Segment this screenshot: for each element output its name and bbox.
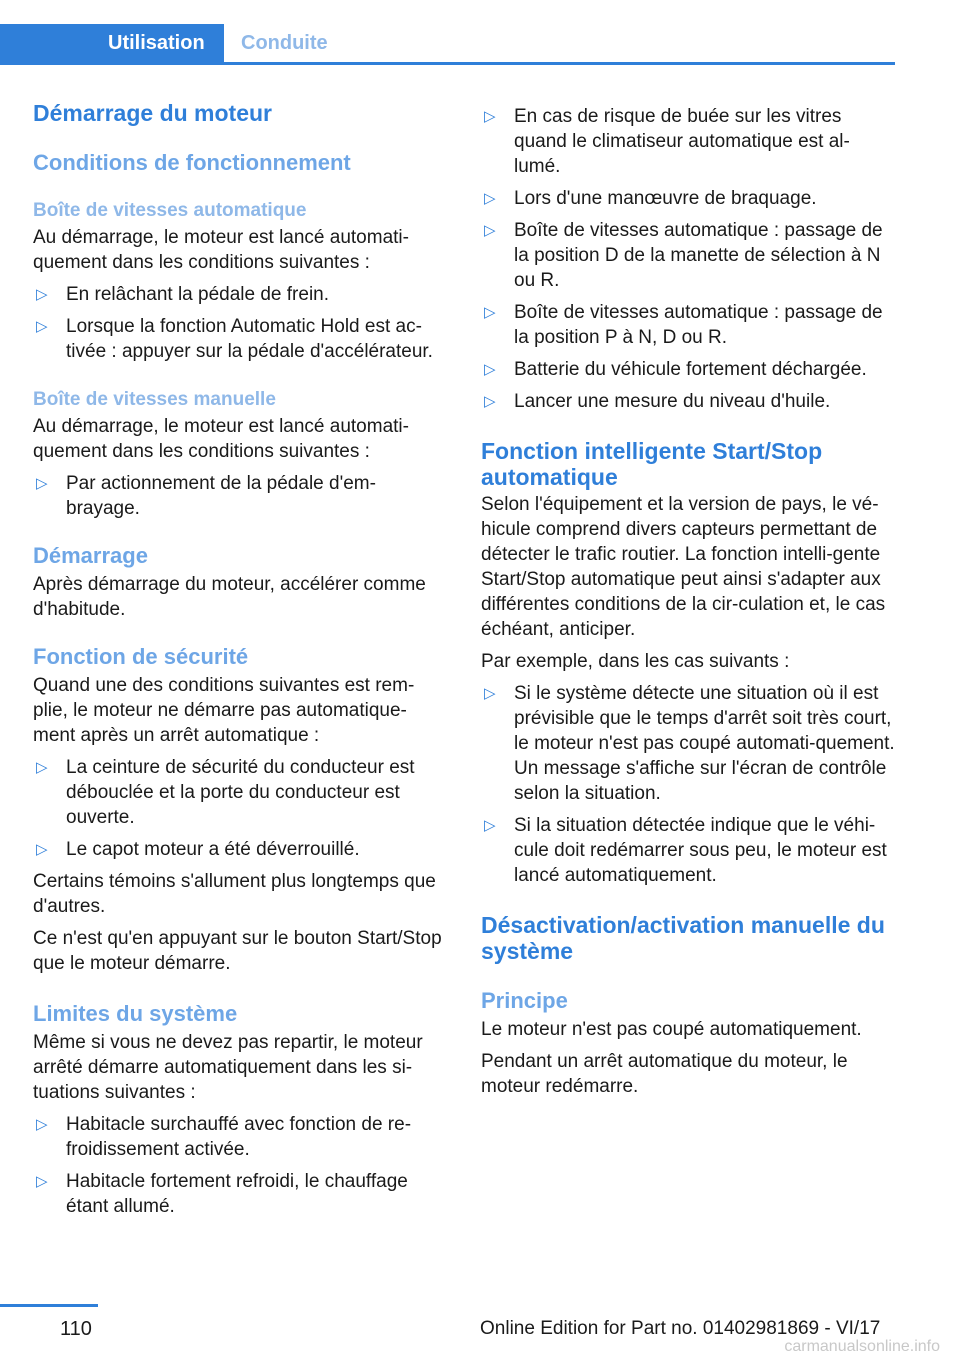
triangle-bullet-icon: ▷: [36, 286, 48, 303]
heading-boite-auto: Boîte de vitesses automatique: [33, 200, 307, 221]
triangle-bullet-icon: ▷: [36, 318, 48, 335]
list-item: ▷ Par actionnement de la pédale d'em-brayage.: [36, 473, 376, 519]
triangle-bullet-icon: ▷: [36, 1116, 48, 1133]
list-item: ▷ La ceinture de sécurité du conducteur est débouclée et la porte du conducteur est ouverte.: [36, 757, 415, 828]
right-column: [481, 100, 896, 1099]
paragraph-limites: Même si vous ne devez pas repartir, le moteur arrêté démarre automatiquement dans les si-tuations suivantes :: [33, 1032, 423, 1103]
triangle-bullet-icon: ▷: [36, 1173, 48, 1190]
triangle-bullet-icon: ▷: [36, 841, 48, 858]
heading-limites: Limites du système: [33, 1001, 238, 1026]
heading-demarrage-moteur: Démarrage du moteur: [33, 100, 273, 126]
paragraph-bouton: Ce n'est qu'en appuyant sur le bouton Start/Stop que le moteur démarre.: [33, 928, 442, 974]
heading-demarrage: Démarrage: [33, 543, 148, 568]
footer-rule: [0, 1304, 98, 1307]
paragraph-temoins: Certains témoins s'allument plus longtemps que d'autres.: [33, 871, 436, 917]
left-column: [33, 100, 448, 1219]
paragraph-fonction-intelligente: Selon l'équipement et la version de pays, le vé-hicule comprend divers capteurs permettant de détecter le trafic routier. La fonction intelli-gente Start/Stop automatique peut ainsi s'adapter aux différentes conditions de la cir-culation et, le cas échéant, anticiper.: [481, 494, 886, 640]
triangle-bullet-icon: ▷: [484, 393, 496, 410]
list-manuelle: [33, 471, 448, 521]
triangle-bullet-icon: ▷: [484, 304, 496, 321]
tab-utilisation[interactable]: Utilisation: [0, 24, 224, 62]
list-item: ▷ Habitacle surchauffé avec fonction de re-froidissement activée.: [36, 1114, 412, 1160]
watermark: carmanualsonline.info: [784, 1338, 940, 1355]
heading-boite-manuelle: Boîte de vitesses manuelle: [33, 389, 276, 410]
list-item: ▷ Lors d'une manœuvre de braquage.: [484, 188, 817, 209]
list-auto: [33, 282, 448, 364]
triangle-bullet-icon: ▷: [484, 361, 496, 378]
paragraph-securite: Quand une des conditions suivantes est rem-plie, le moteur ne démarre pas automatique-ment après un arrêt automatique :: [33, 675, 415, 746]
heading-fonction-intelligente: Fonction intelligente Start/Stop automatique: [481, 438, 823, 490]
header-tabbar: [0, 24, 895, 65]
list-item: ▷ Habitacle fortement refroidi, le chauffage étant allumé.: [36, 1171, 408, 1217]
list-item: ▷ Lancer une mesure du niveau d'huile.: [484, 391, 831, 412]
triangle-bullet-icon: ▷: [484, 817, 496, 834]
paragraph-auto-intro: Au démarrage, le moteur est lancé automati-quement dans les conditions suivantes :: [33, 227, 409, 273]
triangle-bullet-icon: ▷: [484, 685, 496, 702]
list-limites: [33, 1112, 448, 1219]
list-item: ▷ En relâchant la pédale de frein.: [36, 284, 330, 305]
list-item: ▷ Si le système détecte une situation où il est prévisible que le temps d'arrêt soit très court, le moteur n'est pas coupé automati-quement. Un message s'affiche sur l'écran de contrôle selon la situation.: [484, 683, 895, 804]
page-number: 110: [60, 1318, 92, 1340]
list-item: ▷ Lorsque la fonction Automatic Hold est ac-tivée : appuyer sur la pédale d'accélérateur.: [36, 316, 433, 362]
list-limites-cont: [481, 104, 896, 414]
edition-note: Online Edition for Part no. 01402981869 - VI/17: [480, 1318, 881, 1339]
triangle-bullet-icon: ▷: [36, 759, 48, 776]
triangle-bullet-icon: ▷: [484, 222, 496, 239]
paragraph-principe-2: Pendant un arrêt automatique du moteur, le moteur redémarre.: [481, 1051, 848, 1097]
heading-desactivation: Désactivation/activation manuelle du système: [481, 912, 885, 964]
list-exemple: [481, 681, 896, 888]
list-item: ▷ Si la situation détectée indique que le véhi-cule doit redémarrer sous peu, le moteur est lancé automatiquement.: [484, 815, 887, 886]
heading-principe: Principe: [481, 988, 568, 1013]
paragraph-principe-1: Le moteur n'est pas coupé automatiquement.: [481, 1019, 862, 1040]
paragraph-exemple: Par exemple, dans les cas suivants :: [481, 651, 790, 672]
triangle-bullet-icon: ▷: [484, 190, 496, 207]
tab-conduite[interactable]: Conduite: [241, 32, 328, 54]
list-item: ▷ Batterie du véhicule fortement déchargée.: [484, 359, 867, 380]
list-item: ▷ Boîte de vitesses automatique : passage de la position D de la manette de sélection à N ou R.: [484, 220, 883, 291]
paragraph-manuelle-intro: Au démarrage, le moteur est lancé automati-quement dans les conditions suivantes :: [33, 416, 409, 462]
list-item: ▷ Boîte de vitesses automatique : passage de la position P à N, D ou R.: [484, 302, 883, 348]
list-item: ▷ En cas de risque de buée sur les vitres quand le climatiseur automatique est al-lumé.: [484, 106, 850, 177]
list-item: ▷ Le capot moteur a été déverrouillé.: [36, 839, 360, 860]
triangle-bullet-icon: ▷: [36, 475, 48, 492]
heading-conditions: Conditions de fonctionnement: [33, 150, 351, 175]
triangle-bullet-icon: ▷: [484, 108, 496, 125]
list-securite: [33, 755, 448, 862]
paragraph-demarrage: Après démarrage du moteur, accélérer comme d'habitude.: [33, 574, 426, 620]
heading-securite: Fonction de sécurité: [33, 644, 249, 669]
